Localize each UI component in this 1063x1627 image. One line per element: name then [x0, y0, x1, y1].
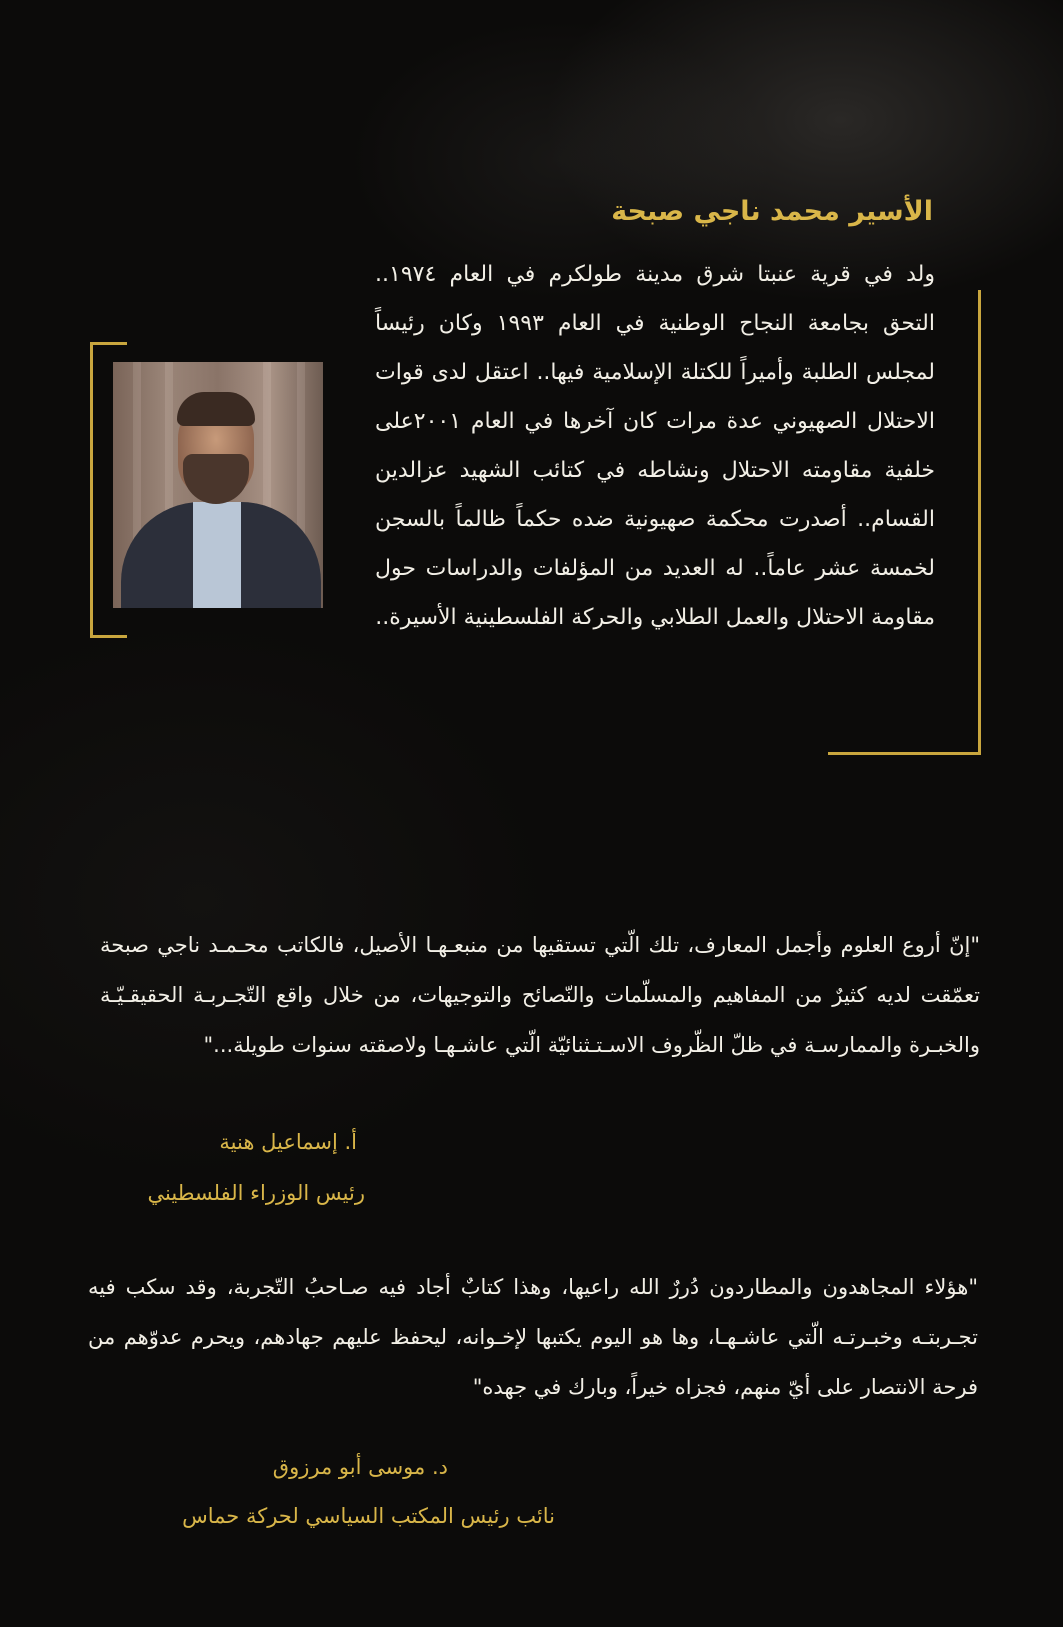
endorsement-1-author: أ. إسماعيل هنية: [219, 1130, 357, 1154]
endorsement-quote-2: "هؤلاء المجاهدون والمطاردون دُررٌ الله راعيها، وهذا كتابٌ أجاد فيه صـاحبُ التّجربة، وقد سكب فيه تجـربتـه وخبـرتـه الّتي عاشـهـا، وها هو اليوم يكتبها لإخـوانه، ليحفظ عليهم جهادهم، ويحرم عدوّهم من فرحة الانتصار على أيّ منهم، فجزاه خيراً، وبارك في جهده": [88, 1275, 978, 1399]
author-name-heading: الأسير محمد ناجي صبحة: [611, 196, 933, 227]
endorsement-2-author: د. موسى أبو مرزوق: [272, 1455, 448, 1479]
author-biography: ولد في قرية عنبتا شرق مدينة طولكرم في العام ١٩٧٤.. التحق بجامعة النجاح الوطنية في العام ١٩٩٣ وكان رئيساً لمجلس الطلبة وأميراً للكتلة الإسلامية فيها.. اعتقل لدى قوات الاحتلال الصهيوني عدة مرات كان آخرها في العام ٢٠٠١على خلفية مقاومته الاحتلال ونشاطه في كتائب الشهيد عزالدين القسام.. أصدرت محكمة صهيونية ضده حكماً ظالماً بالسجن لخمسة عشر عاماً.. له العديد من المؤلفات والدراسات حول مقاومة الاحتلال والعمل الطلابي والحركة الفلسطينية الأسيرة..: [375, 262, 935, 630]
endorsement-quote-1: "إنّ أروع العلوم وأجمل المعارف، تلك الّتي تستقيها من منبعـهـا الأصيل، فالكاتب محـمـد ناجي صبحة تعمّقت لديه كثيرٌ من المفاهيم والمسلّمات والنّصائح والتوجيهات، من خلال واقع التّجـربـة الحقيقـيّـة والخبـرة والممارسـة في ظلّ الظّروف الاسـتـثنائيّة الّتي عاشـهـا ولاصقته سنوات طويلة...": [100, 933, 980, 1057]
author-photo: [113, 362, 323, 608]
endorsement-2-role: نائب رئيس المكتب السياسي لحركة حماس: [182, 1504, 555, 1528]
bio-frame-bracket: [828, 290, 981, 755]
endorsement-1-role: رئيس الوزراء الفلسطيني: [147, 1181, 365, 1205]
